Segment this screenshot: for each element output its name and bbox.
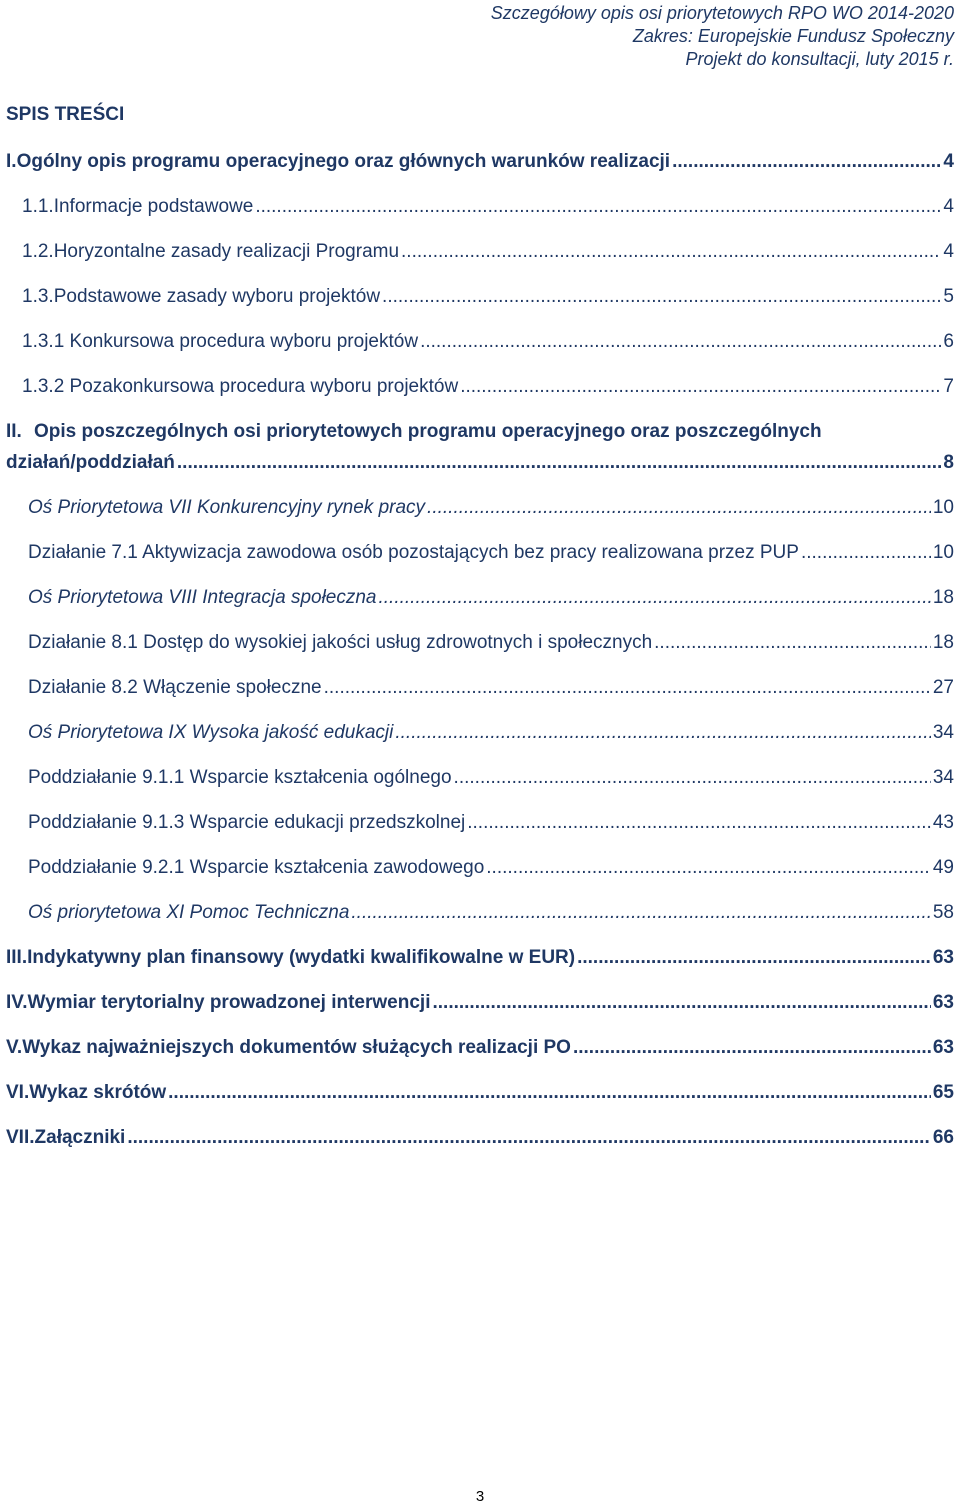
toc-entry-title: Oś priorytetowa XI Pomoc Techniczna (28, 902, 350, 923)
toc-dot-leader (454, 767, 931, 789)
toc-dot-leader (401, 241, 941, 263)
toc-entry-title: Informacje podstawowe (53, 196, 254, 217)
toc-entry[interactable] (0, 632, 960, 662)
toc-entry[interactable] (0, 376, 960, 406)
toc-entry[interactable] (0, 857, 960, 887)
toc-entry[interactable] (0, 1037, 960, 1067)
toc-entry[interactable] (0, 542, 960, 572)
toc-entry-title: Wymiar terytorialny prowadzonej interwencji (27, 992, 431, 1013)
toc-entry-number: VII. (6, 1127, 35, 1148)
toc-entry-page: 63 (932, 1037, 954, 1058)
toc-entry-number: 1.2. (22, 241, 54, 262)
toc-entry-title: Działanie 7.1 Aktywizacja zawodowa osób pozostających bez pracy realizowana przez PUP (28, 542, 799, 563)
toc-entry[interactable] (0, 902, 960, 932)
toc-entry-number: 1.1. (22, 196, 54, 217)
toc-dot-leader (395, 722, 931, 744)
toc-entry-title: Poddziałanie 9.1.1 Wsparcie kształcenia ogólnego (28, 767, 452, 788)
toc-entry-title: Oś Priorytetowa VII Konkurencyjny rynek pracy (28, 497, 426, 518)
toc-dot-leader (427, 497, 931, 519)
toc-entry-page: 66 (932, 1127, 954, 1148)
toc-entry-title: Podstawowe zasady wyboru projektów (53, 286, 381, 307)
toc-entry-title-line1: Opis poszczególnych osi priorytetowych programu operacyjnego oraz poszczególnych (34, 421, 822, 442)
toc-entry[interactable] (0, 677, 960, 707)
toc-entry-page: 18 (932, 632, 954, 653)
toc-entry-title: Działanie 8.2 Włączenie społeczne (28, 677, 322, 698)
toc-dot-leader (255, 196, 941, 218)
toc-entry-page: 4 (943, 151, 954, 172)
toc-entry-title: 1.3.2 Pozakonkursowa procedura wyboru projektów (22, 376, 459, 397)
toc-entry-title: Poddziałanie 9.2.1 Wsparcie kształcenia zawodowego (28, 857, 485, 878)
toc-entry-number: VI. (6, 1082, 30, 1103)
toc-entry-number: V. (6, 1037, 23, 1058)
toc-entry-number: IV. (6, 992, 28, 1013)
toc-dot-leader (379, 587, 931, 609)
toc-entry-title: działań/poddziałań (6, 452, 175, 473)
toc-entry-number: II. (6, 421, 22, 442)
toc-entry-page: 58 (932, 902, 954, 923)
toc-entry[interactable] (0, 1127, 960, 1157)
toc-entry-title: Wykaz skrótów (29, 1082, 167, 1103)
toc-entry-page: 18 (932, 587, 954, 608)
toc-entry-page: 63 (932, 947, 954, 968)
toc-entry-number: I. (6, 151, 17, 172)
toc-dot-leader (382, 286, 941, 308)
header-status: Projekt do konsultacji, luty 2015 r. (685, 49, 954, 69)
toc-entry[interactable] (0, 286, 960, 316)
toc-entry-page: 4 (943, 196, 954, 217)
toc-dot-leader (168, 1082, 931, 1104)
toc-entry-title: Wykaz najważniejszych dokumentów służących realizacji PO (22, 1037, 571, 1058)
document-header (491, 2, 954, 71)
toc-entry[interactable] (0, 151, 960, 181)
toc-entry[interactable] (0, 331, 960, 361)
header-title: Szczegółowy opis osi priorytetowych RPO WO 2014-2020 (490, 3, 954, 23)
toc-entry-page: 34 (932, 767, 954, 788)
toc-entry-page: 63 (932, 992, 954, 1013)
toc-entry[interactable] (0, 587, 960, 617)
toc-entry-title: Ogólny opis programu operacyjnego oraz głównych warunków realizacji (16, 151, 671, 172)
toc-entry[interactable] (0, 196, 960, 226)
toc-entry-title: Załączniki (34, 1127, 126, 1148)
toc-entry-page: 10 (932, 542, 954, 563)
toc-entry[interactable] (0, 947, 960, 977)
toc-heading: SPIS TREŚCI (6, 104, 125, 125)
toc-entry-page: 4 (943, 241, 954, 262)
toc-entry[interactable] (0, 241, 960, 271)
toc-entry[interactable] (0, 497, 960, 527)
toc-entry-multiline-start[interactable] (0, 421, 960, 451)
page-number: 3 (475, 1488, 485, 1505)
toc-entry-page: 49 (932, 857, 954, 878)
toc-dot-leader (460, 376, 941, 398)
toc-entry[interactable] (0, 1082, 960, 1112)
toc-entry[interactable] (0, 452, 960, 482)
toc-dot-leader (420, 331, 941, 353)
toc-entry-title: 1.3.1 Konkursowa procedura wyboru projektów (22, 331, 419, 352)
toc-entry-number: III. (6, 947, 28, 968)
toc-entry-title: Oś Priorytetowa IX Wysoka jakość edukacji (28, 722, 394, 743)
toc-entry-title: Horyzontalne zasady realizacji Programu (53, 241, 400, 262)
toc-dot-leader (486, 857, 931, 879)
toc-dot-leader (351, 902, 930, 924)
toc-entry-title: Działanie 8.1 Dostęp do wysokiej jakości usług zdrowotnych i społecznych (28, 632, 653, 653)
toc-dot-leader (672, 151, 941, 173)
toc-entry-page: 7 (943, 376, 954, 397)
toc-dot-leader (577, 947, 931, 969)
toc-entry-page: 34 (932, 722, 954, 743)
toc-dot-leader (177, 452, 942, 474)
toc-entry-page: 27 (932, 677, 954, 698)
toc-entry[interactable] (0, 767, 960, 797)
toc-dot-leader (432, 992, 930, 1014)
toc-entry-number: 1.3. (22, 286, 54, 307)
toc-dot-leader (654, 632, 931, 654)
toc-dot-leader (127, 1127, 931, 1149)
toc-dot-leader (573, 1037, 931, 1059)
toc-entry[interactable] (0, 722, 960, 752)
toc-entry-page: 10 (932, 497, 954, 518)
toc-entry-page: 8 (943, 452, 954, 473)
header-scope: Zakres: Europejskie Fundusz Społeczny (632, 26, 954, 46)
toc-entry-title: Poddziałanie 9.1.3 Wsparcie edukacji przedszkolnej (28, 812, 466, 833)
toc-entry[interactable] (0, 992, 960, 1022)
toc-entry-page: 65 (932, 1082, 954, 1103)
toc-dot-leader (467, 812, 931, 834)
toc-entry-title: Oś Priorytetowa VIII Integracja społeczna (28, 587, 377, 608)
toc-dot-leader (801, 542, 931, 564)
toc-entry-page: 6 (943, 331, 954, 352)
toc-dot-leader (324, 677, 931, 699)
toc-entry-title: Indykatywny plan finansowy (wydatki kwalifikowalne w EUR) (27, 947, 576, 968)
toc-entry[interactable] (0, 812, 960, 842)
toc-entry-page: 5 (943, 286, 954, 307)
toc-entry-page: 43 (932, 812, 954, 833)
